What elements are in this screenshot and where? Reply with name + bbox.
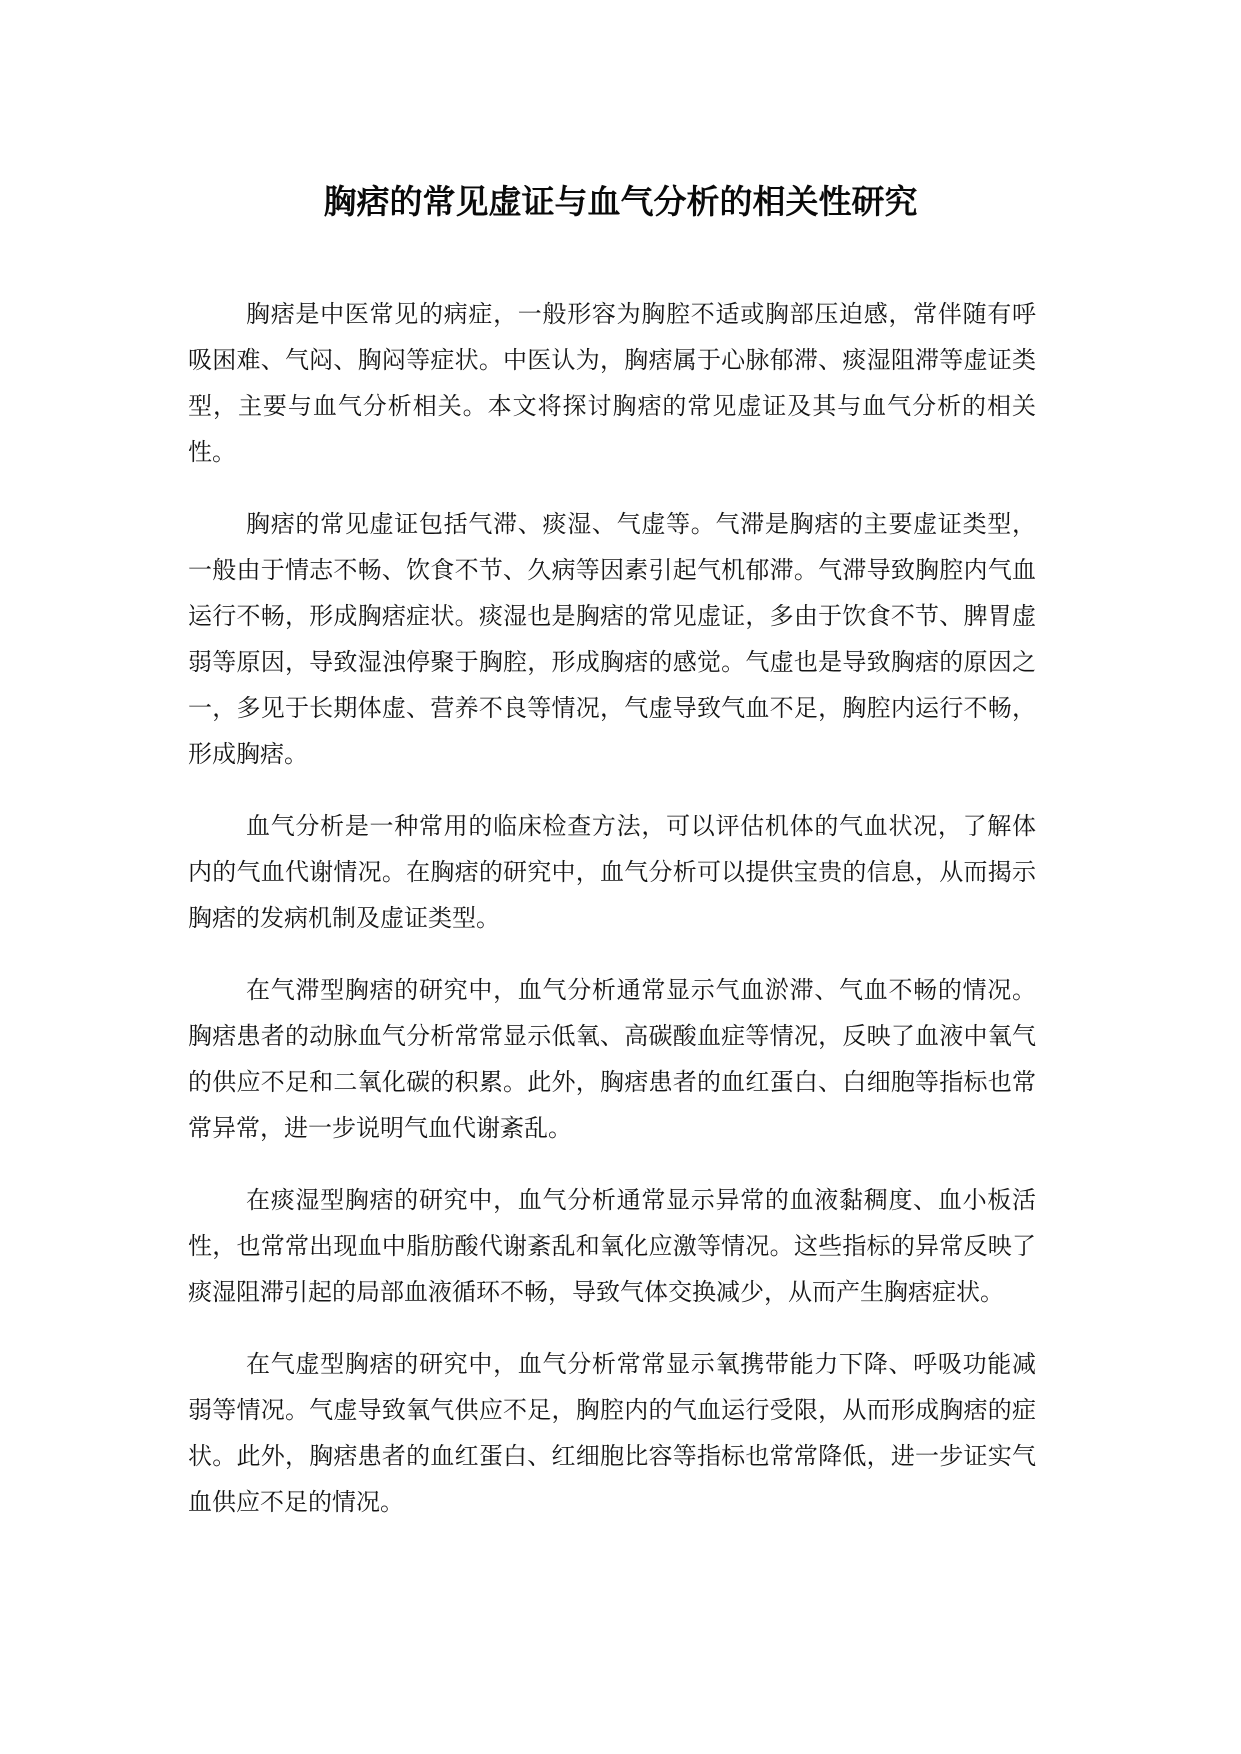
paragraph-5: 在痰湿型胸痞的研究中，血气分析通常显示异常的血液黏稠度、血小板活性，也常常出现血中脂肪酸代谢紊乱和氧化应激等情况。这些指标的异常反映了痰湿阻滞引起的局部血液循环不畅，导致气体交换减少，从而产生胸痞症状。 (188, 1186, 1036, 1306)
paragraph-6: 在气虚型胸痞的研究中，血气分析常常显示氧携带能力下降、呼吸功能减弱等情况。气虚导致氧气供应不足，胸腔内的气血运行受限，从而形成胸痞的症状。此外，胸痞患者的血红蛋白、红细胞比容等指标也常常降低，进一步证实气血供应不足的情况。 (188, 1350, 1036, 1516)
paragraph-4: 在气滞型胸痞的研究中，血气分析通常显示气血淤滞、气血不畅的情况。胸痞患者的动脉血气分析常常显示低氧、高碳酸血症等情况，反映了血液中氧气的供应不足和二氧化碳的积累。此外，胸痞患者的血红蛋白、白细胞等指标也常常异常，进一步说明气血代谢紊乱。 (188, 976, 1036, 1142)
paragraph-2: 胸痞的常见虚证包括气滞、痰湿、气虚等。气滞是胸痞的主要虚证类型，一般由于情志不畅、饮食不节、久病等因素引起气机郁滞。气滞导致胸腔内气血运行不畅，形成胸痞症状。痰湿也是胸痞的常见虚证，多由于饮食不节、脾胃虚弱等原因，导致湿浊停聚于胸腔，形成胸痞的感觉。气虚也是导致胸痞的原因之一，多见于长期体虚、营养不良等情况，气虚导致气血不足，胸腔内运行不畅，形成胸痞。 (188, 510, 1036, 768)
paragraph-3: 血气分析是一种常用的临床检查方法，可以评估机体的气血状况，了解体内的气血代谢情况。在胸痞的研究中，血气分析可以提供宝贵的信息，从而揭示胸痞的发病机制及虚证类型。 (188, 812, 1036, 932)
document-body (188, 291, 1036, 1551)
document-title: 胸痞的常见虚证与血气分析的相关性研究 (323, 182, 918, 221)
paragraph-1: 胸痞是中医常见的病症，一般形容为胸腔不适或胸部压迫感，常伴随有呼吸困难、气闷、胸闷等症状。中医认为，胸痞属于心脉郁滞、痰湿阻滞等虚证类型，主要与血气分析相关。本文将探讨胸痞的常见虚证及其与血气分析的相关性。 (188, 300, 1036, 466)
